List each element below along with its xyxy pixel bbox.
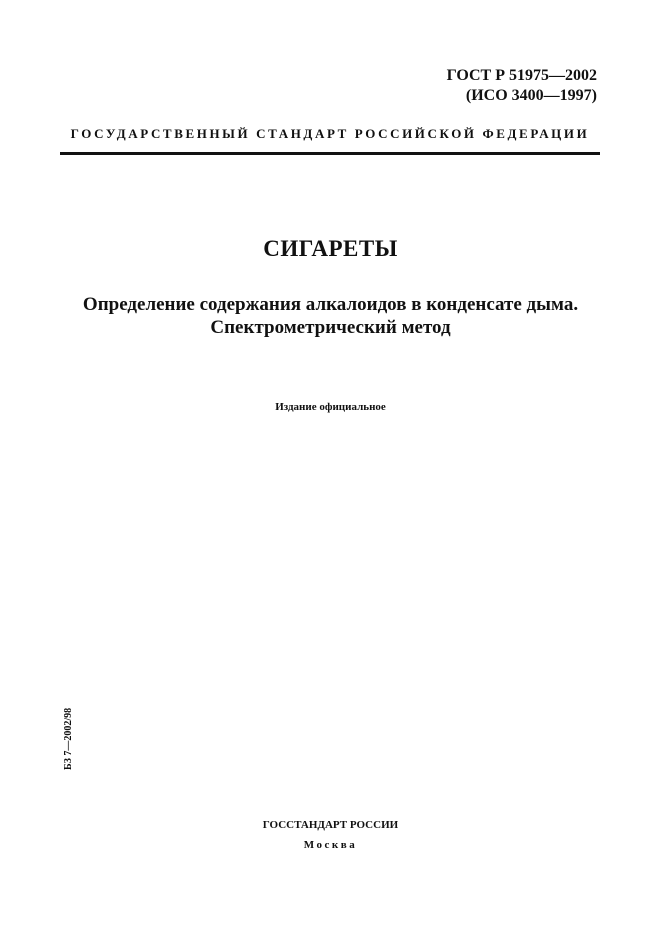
catalog-code: БЗ 7—2002/98 <box>63 707 74 770</box>
standard-number: ГОСТ Р 51975—2002 <box>446 67 597 84</box>
subtitle-line-1: Определение содержания алкалоидов в конденсате дыма. <box>82 294 579 315</box>
iso-number: (ИСО 3400—1997) <box>465 87 597 104</box>
page-title: СИГАРЕТЫ <box>263 236 398 261</box>
subtitle-line-2: Спектрометрический метод <box>210 317 451 338</box>
publisher-name: ГОССТАНДАРТ РОССИИ <box>262 819 399 831</box>
document-subtitle <box>40 293 621 339</box>
edition-label: Издание официальное <box>275 401 386 413</box>
state-standard-header: ГОСУДАРСТВЕННЫЙ СТАНДАРТ РОССИЙСКОЙ ФЕДЕРАЦИИ <box>70 126 590 141</box>
document-number <box>447 66 597 106</box>
publisher-block <box>0 815 661 855</box>
publisher-city: Москва <box>303 839 358 851</box>
header-divider <box>60 152 600 155</box>
